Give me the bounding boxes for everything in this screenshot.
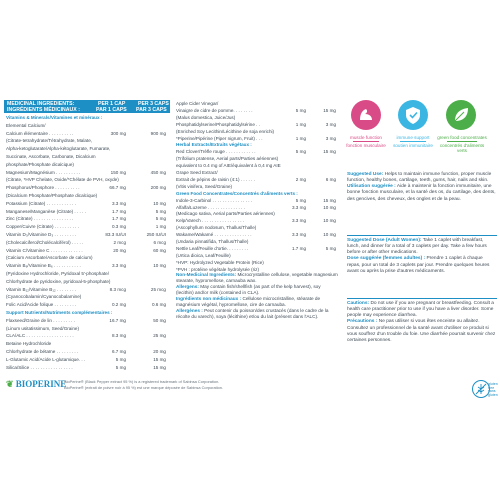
cautions-title: Cautions: (347, 301, 370, 306)
suggested-use-title: Suggested Use: (347, 172, 384, 177)
ingredient-name: equivalent to 0.4 mg of AIE/équivalent à 0,4 mg AIE (176, 163, 281, 169)
ingredient-name: Grape Seed Extract/ (176, 170, 218, 175)
ingredient-name: (Cyanocobalamin/Cyanocobalamine) (6, 294, 82, 300)
ingredient-name: Calcium élémentaire . . . . . . . . . . (6, 130, 74, 136)
ingredient-name: *HVP: Hydrolyzed Vegetable Protein (Rice) (176, 259, 264, 265)
ingredient-name: Vitamin D₃/Vitamine D₃ . . . . . . . . . (6, 232, 77, 237)
utilisation-text: Aide à maintenir la fonction immunitaire, une bonne fonction musculaire, et la santé des os, du cartilage, des dents, des gencives, des cheveux, des ongles et de la peau. (347, 184, 496, 202)
ingredient-per3: 15 mg (323, 149, 336, 155)
non-medicinal-text: Microcrystalline cellulose, vegetable magnesium stearate, hypromellose, carnauba wax. (176, 272, 338, 284)
ingredient-row (6, 310, 166, 317)
ingredient-per3: 450 mg (150, 169, 166, 175)
gluten-free-label: gluten free sans gluten (488, 382, 498, 397)
ingredient-name: L-Glutamic Acid/Acide L-glutamique. . . (6, 356, 86, 362)
ingredient-name: Nettle Leaf/Feuille d'ortie. . . . . . . . . (176, 245, 249, 251)
header-per1-fr: PAR 1 CAPS (96, 107, 127, 113)
ingredient-per3: 15 mg (323, 107, 336, 113)
ingredient-row (6, 193, 166, 200)
ingredient-row (6, 248, 166, 255)
ingredient-per3: 6 mg (325, 176, 336, 182)
ingredient-name: Folic Acid/Acide folique . . . . . . . . . (6, 302, 77, 308)
allergens-fr-title: Allergènes : (176, 308, 203, 314)
ingredient-per1: 3.3 mg (111, 263, 126, 269)
muscle-icon (351, 100, 381, 130)
cautions-block (347, 301, 497, 344)
leaf-icon (446, 100, 476, 130)
ingredient-per3: 5 mg (155, 208, 166, 214)
ingredient-name: *PVH : protéine végétale hydrolysée (riz) (176, 266, 259, 272)
ingredient-row (6, 255, 166, 262)
ingredient-per3: 20 mg (153, 349, 166, 354)
header-per1: PER 1 CAP (98, 101, 126, 107)
ingredient-name: Succinate, Ascorbate, Carbonate, Dicalcium (6, 154, 96, 159)
muscle-label-fr: fonction musculaire (346, 143, 386, 149)
ingredient-name: Alpha-ketoglutarate/Alpha-kétoglutarate, Fumarate, (6, 146, 111, 152)
ingredient-name: (Citrate, *HVP Chelate, Oxide/*Chélate de PVH, oxyde) (6, 177, 119, 183)
ingredient-name: Manganese/Manganèse (Citrate) . . . . . (6, 208, 86, 214)
ingredient-row (6, 333, 166, 340)
ingredient-name: (Linum usitatissimum, Seed/Graine) (6, 325, 80, 331)
ingredient-row (6, 341, 166, 348)
ingredient-name: Zinc (Citrate) . . . . . . . . . . . . . . . . (6, 216, 74, 222)
ingredient-name: Red Clover/Trèfle rouge . . . . . . . . . . . . (176, 149, 256, 155)
ingredient-per3: 0.6 mg (151, 302, 166, 308)
non-medicinal-title: Non-Medicinal Ingredients: (176, 272, 237, 277)
ingredient-row (6, 138, 166, 145)
ingredient-per1: 6.7 mg (111, 349, 126, 354)
ingredient-per1: 2 mg (295, 176, 306, 182)
ingredient-row (6, 240, 166, 247)
ingredient-name: Vitamin C/Vitamine C . . . . . . . . . . . . . (6, 247, 83, 253)
ingredient-name: Elemental Calcium/ (6, 122, 46, 128)
ingredient-row (6, 365, 166, 372)
precautions-title: Précautions : (347, 319, 378, 325)
ingredient-name: (Enriched Soy Lecithin/Lécithine de soja enrichi) (176, 128, 275, 134)
ingredient-name: (Medicago sativa, Aerial parts/Parties aériennes) (176, 211, 275, 217)
ingredient-per3: 50 mg (153, 317, 166, 323)
ingredient-name: Extrait de pépins de raisin (4:1) . . . . . . (176, 176, 255, 182)
ingredient-row (6, 287, 166, 294)
immune-label (390, 135, 436, 148)
ingredient-per1: 1.7 mg (111, 216, 126, 222)
ingredient-per3: 3 mg (325, 121, 336, 127)
ingredient-per3: 5 mg (325, 245, 336, 251)
ingredient-row (6, 162, 166, 169)
dose-fr-text: Prendre 1 caplet à chaque repas, pour un total de 3 caplets par jour. Prendre quelques heures avant ou après la prise d'autres médicaments. (347, 256, 490, 274)
ingredient-name: *Piperine/Pipérine (Piper nigrum, Fruit) . . . (176, 135, 263, 141)
ingredient-name: (Undaria pinnatifida, Thallus/Thalle) (176, 239, 249, 244)
ingredient-row (6, 131, 166, 138)
ingredient-row (6, 154, 166, 161)
ingredient-name: Support Nutrients/Nutriments complémentaires : (6, 310, 113, 315)
ingredient-row (6, 177, 166, 184)
ingredient-name: (Calcium Ascorbate/Ascorbate de calcium) (6, 255, 93, 261)
ingredient-per1: 5 mg (295, 149, 306, 155)
shield-icon (398, 100, 428, 130)
ingredient-per1: 8.3 mg (111, 333, 126, 339)
ingredient-name: (Malus domestica, Juice/Jus) (176, 114, 236, 120)
green-label-fr: concentrés d'aliments verts (439, 143, 485, 154)
ingredient-per3: 900 mg (150, 130, 166, 136)
cautions-text: Do not use if you are pregnant or breastfeeding. Consult a health care practitioner prior to use if you have a liver disorder. Some people may experience diarrhea. (347, 301, 494, 319)
ingredient-row (6, 294, 166, 301)
ingredient-per1: 16.7 mg (109, 317, 126, 323)
ingredient-per1: 2 mcg (113, 239, 126, 245)
ingredient-name: (Pyridoxine Hydrochloride, Pyridoxal 5'-phosphate/ (6, 271, 110, 276)
ingredient-row (6, 201, 166, 208)
ingredient-per3: 250 IU/UI (146, 232, 166, 237)
immune-label-en: immune support (396, 135, 430, 140)
green-label (437, 135, 487, 153)
ingredient-row (6, 123, 166, 130)
ingredient-row (6, 185, 166, 192)
ingredient-row (6, 209, 166, 216)
header-per3-fr: PAR 3 CAPS (136, 107, 167, 113)
ingredient-name: Chlorhydrate de bétaïne . . . . . . . . . (6, 349, 79, 354)
divider (347, 235, 497, 236)
ingredient-per1: 1.7 mg (291, 245, 306, 251)
header-medicinal-fr: INGRÉDIENTS MÉDICINAUX : (7, 107, 80, 113)
non-medicinal-fr-title: Ingrédients non médicinaux : (176, 296, 242, 302)
bioperine-logo (6, 380, 66, 389)
ingredient-row (6, 146, 166, 153)
ingredient-name: Betaine Hydrochloride (6, 341, 52, 347)
ingredient-per3: 15 mg (323, 197, 336, 203)
ingredient-row (6, 224, 166, 231)
ingredient-name: CLA/ALC . . . . . . . . . . . . . . . . . . . (6, 333, 74, 339)
ingredient-per3: 200 mg (150, 185, 166, 191)
bioperine-line2: BioPerine® (extrait de poivre noir à 95 %) est une marque déposée de Sabinsa Corporation. (64, 385, 224, 390)
ingredient-name: Silica/Silice . . . . . . . . . . . . . . . . . (6, 364, 73, 370)
dose-text: Take 1 caplet with breakfast, lunch, and dinner for a total of 3 caplets per day. Take a few hours before or after other medications. (347, 238, 487, 256)
ingredient-per1: 1.7 mg (111, 208, 126, 214)
ingredient-per3: 10 mg (153, 263, 166, 269)
ingredient-row (6, 232, 166, 239)
ingredient-per1: 5 mg (115, 356, 126, 362)
ingredient-row (6, 302, 166, 309)
ingredient-per3: 60 mg (153, 247, 166, 253)
ingredient-row (6, 271, 166, 278)
ingredient-row (6, 115, 166, 122)
ingredient-name: phosphate/Phosphate dicalcique) (6, 161, 74, 167)
ingredient-name: Phosphatidylserine/Phosphatidylsérine . . (176, 121, 261, 127)
ingredient-per3: 6 mcg (153, 239, 166, 245)
ingredient-name: (Urtica dioica, Leaf/Feuille) (176, 252, 231, 258)
ingredient-per3: 15 mg (153, 364, 166, 370)
divider (347, 298, 497, 299)
ingredient-name: Phosphorus/Phosphore . . . . . . . . . . (6, 185, 80, 191)
ingredient-per3: 5 mg (155, 216, 166, 222)
ingredient-name: (Dicalcium Phosphate/Phosphate dicalcique) (6, 193, 98, 198)
ingredient-per3: 25 mcg (150, 286, 166, 292)
ingredient-per1: 66.7 mg (109, 185, 126, 191)
ingredient-name: (Trifolium pratense, Aerial parts/Parties aériennes) (176, 156, 279, 162)
ingredient-name: Apple Cider Vinegar/ (176, 101, 219, 106)
ingredient-per3: 10 mg (323, 218, 336, 224)
allergens-text: May contain fish/shellfish (as part of the kelp harvest), soy (lecithin) and/or milk (contained in CLA). (176, 284, 321, 296)
dose-block (347, 238, 497, 275)
bioperine-leaf-icon: ❦ (6, 379, 14, 389)
non-medicinal-block (176, 272, 338, 320)
muscle-label (343, 135, 389, 148)
allergens-fr-text: Peut contenir du poisson/des crustacés (dans le cadre de la récolte du varech), soya (lécithine) et/ou du lait (présent dans l'ALC). (176, 308, 329, 320)
ingredient-name: Vitamin B₁₂/Vitamine B₁₂ . . . . . . . . (6, 286, 77, 292)
non-medicinal-fr-text: Cellulose microcristalline, stéarate de magnésium végétal, hypromellose, cire de carnauba. (176, 296, 321, 308)
ingredient-per1: 83.3 IU/UI (105, 232, 126, 237)
ingredient-row (6, 170, 166, 177)
ingredient-per1: 1 mg (295, 121, 306, 127)
header-per3: PER 3 CAPS (138, 101, 169, 107)
utilisation-title: Utilisation suggérée : (347, 184, 396, 190)
ingredient-per1: 300 mg (110, 130, 126, 136)
ingredient-per1: 8.3 mcg (109, 286, 126, 292)
ingredient-name: Alfalfa/Luzerne . . . . . . . . . . . . . . . (176, 204, 245, 210)
ingredient-name: Vinaigre de cidre de pomme. . . . . . . . (176, 107, 253, 113)
ingredient-name: Chlorhydrate de pyridoxine, pyridoxal-5-phosphate) (6, 278, 111, 284)
suggested-use-text: Helps to maintain immune function, proper muscle function, healthy bones, cartilage, teeth, gums, hair, nails and skin. (347, 172, 492, 184)
ingredient-name: Wakame/Wakamé . . . . . . . . . . . . . . . (176, 232, 252, 238)
immune-label-fr: soutien immunitaire (393, 143, 433, 149)
ingredient-name: Herbal Extracts/Extraits végétaux : (176, 142, 252, 148)
ingredient-row (6, 263, 166, 270)
ingredient-name: Magnesium/Magnésium . . . . . . . . . . (6, 169, 81, 175)
ingredient-per1: 1 mg (295, 135, 306, 141)
bioperine-line1: BioPerine® (Black Pepper extract 95 %) is a registered trademark of Sabinsa Corporation. (64, 379, 220, 384)
ingredient-row (6, 326, 166, 333)
ingredient-per3: 10 mg (153, 200, 166, 206)
ingredient-row (6, 349, 166, 356)
header-medicinal: MEDICINAL INGREDIENTS: (7, 101, 75, 107)
ingredient-per1: 5 mg (295, 197, 306, 203)
ingredient-row (6, 318, 166, 325)
ingredient-name: (Vitis vinifera, Seed/Graine) (176, 183, 233, 189)
ingredient-row (6, 279, 166, 286)
ingredient-per3: 15 mg (153, 356, 166, 362)
suggested-use-block (347, 172, 497, 203)
ingredients-table-header (4, 100, 170, 113)
ingredient-per1: 3.3 mg (291, 232, 306, 238)
ingredient-per3: 10 mg (323, 232, 336, 238)
dose-title: Suggested Dose (Adult Women): (347, 238, 422, 243)
ingredient-name: (Ascophyllum nodosum, Thallus/Thalle) (176, 225, 257, 231)
ingredient-per1: 3.3 mg (291, 218, 306, 224)
ingredient-name: Vitamins & Minerals/Vitamines et minéraux : (6, 115, 103, 120)
ingredient-per1: 150 mg (110, 169, 126, 175)
ingredient-row (6, 357, 166, 364)
ingredient-per1: 5 mg (295, 107, 306, 113)
green-label-en: green food concentrates (437, 135, 487, 140)
ingredient-per1: 3.3 mg (111, 200, 126, 206)
bioperine-brand: BIOPERINE (15, 379, 67, 389)
ingredient-name: Vitamin B₆/Vitamine B₆ . . . . . . . . . . . (6, 263, 81, 269)
ingredient-per3: 3 mg (325, 135, 336, 141)
ingredient-name: Potassium (Citrate) . . . . . . . . . . . . (6, 200, 76, 206)
muscle-label-en: muscle function (350, 135, 382, 140)
ingredient-per3: 1 mg (155, 224, 166, 230)
ingredient-name: (Citrate-tetrahydrate/Tétrahydrate, Malate, (6, 138, 93, 144)
ingredient-name: (Cholecalciferol/Cholécalciférol) . . . . . (6, 239, 84, 245)
ingredient-per1: 0.2 mg (111, 302, 126, 308)
ingredient-per1: 3.3 mg (291, 204, 306, 210)
ingredient-name: Copper/Cuivre (Citrate) . . . . . . . . . . (6, 224, 80, 230)
ingredient-per1: 0.3 mg (111, 224, 126, 230)
precautions-text: Ne pas utiliser si vous êtes enceinte ou allaitez. Consultez un professionnel de la santé avant d'utiliser ce produit si vous souffrez d'un trouble du foie. Une diarrhée pourrait survenir chez certaines personnes. (347, 319, 496, 343)
ingredient-per1: 5 mg (115, 364, 126, 370)
ingredient-per1: 20 mg (113, 247, 126, 253)
ingredient-name: Kelp/Varech . . . . . . . . . . . . . . . . . (176, 218, 245, 224)
dose-fr-title: Dose suggérée (femmes adultes) : (347, 256, 426, 262)
ingredient-row (6, 216, 166, 223)
ingredient-name: Indole-3-Carbinol . . . . . . . . . . . . . . . . (176, 197, 253, 203)
ingredient-name: Green Food Concentrates/Concentrés d'aliments verts : (176, 190, 298, 196)
ingredient-per3: 25 mg (153, 333, 166, 339)
ingredient-per3: 10 mg (323, 204, 336, 210)
ingredient-name: Flaxseed/Graine de lin . . . . . . . . . (6, 317, 75, 323)
allergens-title: Allergens: (176, 284, 199, 290)
